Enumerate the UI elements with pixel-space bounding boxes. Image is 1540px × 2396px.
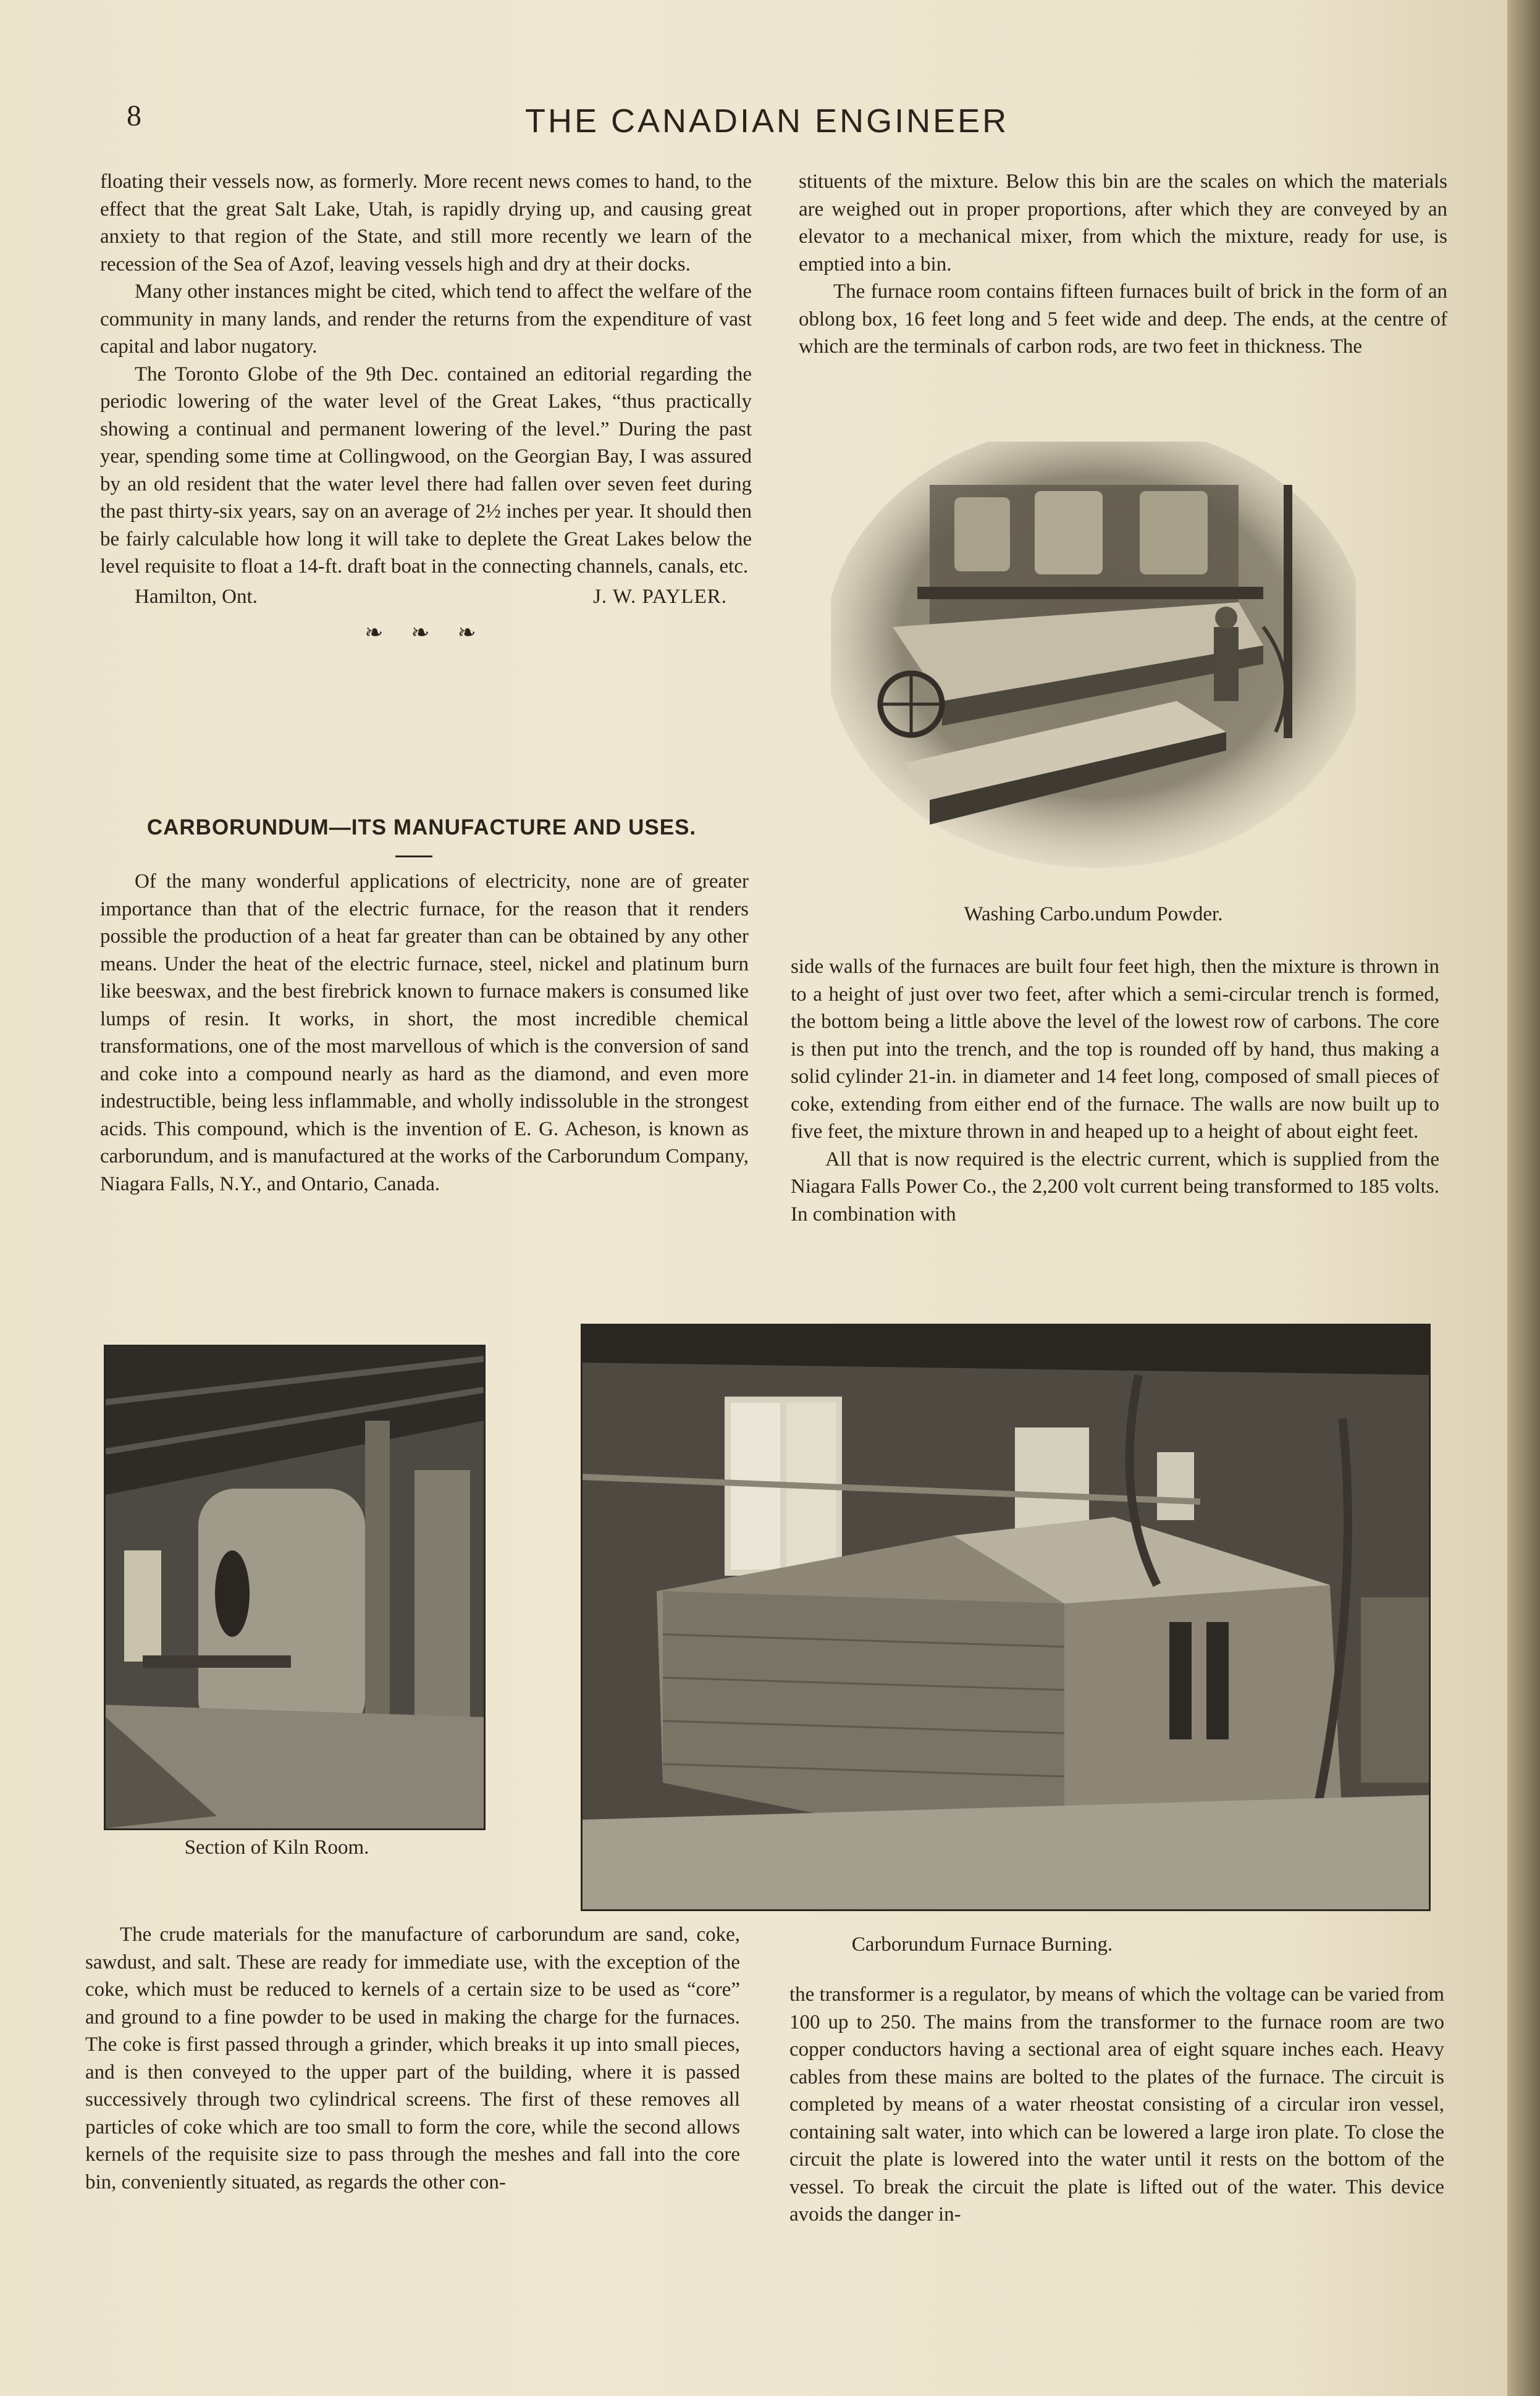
article-column-right-top (799, 168, 1447, 361)
kiln-room-caption: Section of Kiln Room. (184, 1836, 369, 1859)
washing-caption: Washing Carbo.undum Powder. (964, 903, 1223, 925)
binding-edge (1507, 0, 1540, 2396)
article-paragraph: Of the many wonderful applications of electricity, none are of greater importance than that of the electric furnace, for the reason that it renders possible the production of a heat far greater than can be obtained by any other means. Under the heat of the electric furnace, steel, nickel and platinum burn like beeswax, and the best firebrick known to furnace makers is consumed like lumps of resin. It works, in short, the most incredible chemical transformations, one of the most marvellous of which is the conversion of sand and coke into a compound nearly as hard as the diamond, and even more indestructible, being less inflammable, and wholly indissoluble in the strongest acids. This compound, which is the invention of E. G. Acheson, is known as carborundum, and is manufactured at the works of the Carborundum Company, Niagara Falls, N.Y., and Ontario, Canada. (100, 870, 749, 1195)
article-column-left-bottom (85, 1921, 740, 2196)
article-title: CARBORUNDUM—ITS MANUFACTURE AND USES. (146, 815, 697, 839)
letter-paragraph: floating their vessels now, as formerly. More recent news comes to hand, to the effect that the great Salt Lake, Utah, is rapidly drying up, and causing great anxiety to that region of the State, and still more recently we learn of the recession of the Sea of Azof, leaving vessels high and dry at their docks. (100, 170, 752, 275)
letter-place: Hamilton, Ont. (135, 585, 258, 608)
letter-column (100, 168, 752, 653)
article-paragraph: stituents of the mixture. Below this bin are the scales on which the materials are weighed out in proper proportions, after which they are conveyed by an elevator to a mechanical mixer, from which the mixture, ready for use, is emptied into a bin. (799, 170, 1447, 275)
furnace-image (583, 1326, 1429, 1909)
washing-photo (831, 442, 1356, 874)
letter-author: J. W. PAYLER. (593, 585, 727, 608)
kiln-room-image (106, 1347, 484, 1828)
article-paragraph: The furnace room contains fifteen furnaces built of brick in the form of an oblong box, 16 feet long and 5 feet wide and deep. The ends, at the centre of which are the terminals of carbon rods, are two feet in thickness. The (799, 280, 1447, 358)
article-paragraph: the transformer is a regulator, by means of which the voltage can be varied from 100 up to 250. The mains from the transformer to the furnace room are two copper conductors having a sectional area of eight square inches each. Heavy cables from these mains are bolted to the plates of the furnace. The circuit is completed by means of a water rheostat consisting of a circular iron vessel, containing salt water, into which can be lowered a large iron plate. To close the circuit the plate is lowered into the water until it rests on the bottom of the vessel. To break the circuit the plate is lifted out of the water. This device avoids the danger in- (789, 1983, 1444, 2226)
section-ornament: ❧ ❧ ❧ (364, 620, 487, 645)
title-rule (395, 855, 432, 857)
furnace-photo (581, 1324, 1431, 1911)
article-paragraph: All that is now required is the electric current, which is supplied from the Niagara Falls Power Co., the 2,200 volt current being transformed to 185 volts. In combination with (791, 1148, 1439, 1225)
kiln-room-photo (104, 1345, 486, 1830)
page-number: 8 (127, 99, 141, 132)
article-paragraph: side walls of the furnaces are built four feet high, then the mixture is thrown in to a height of just over two feet, after which a semi-circular trench is formed, the bottom being a little above the level of the lowest row of carbons. The core is then put into the trench, and the top is rounded off by hand, thus making a solid cylinder 21-in. in diameter and 14 feet long, composed of small pieces of coke, extending from either end of the furnace. The walls are now built up to five feet, the mixture thrown in and heaped up to a height of about eight feet. (791, 956, 1439, 1143)
article-column-right-middle (791, 953, 1439, 1228)
letter-paragraph: Many other instances might be cited, which tend to affect the welfare of the community in many lands, and render the returns from the expenditure of vast capital and labor nugatory. (100, 280, 752, 358)
letter-signature (100, 583, 752, 611)
letter-paragraph: The Toronto Globe of the 9th Dec. contained an editorial regarding the periodic lowering of the water level of the Great Lakes, “thus practically showing a continual and permanent lowering of the level.” During the past year, spending some time at Collingwood, on the Georgian Bay, I was assured by an old resident that the water level there had fallen over seven feet during the past thirty-six years, say on an average of 2½ inches per year. It should then be fairly calculable how long it will take to deplete the Great Lakes below the level requisite to float a 14-ft. draft boat in the connecting channels, canals, etc. (100, 363, 752, 578)
article-paragraph: The crude materials for the manufacture of carborundum are sand, coke, sawdust, and salt. These are ready for immediate use, with the exception of the coke, which must be reduced to kernels of a certain size to be used as “core” and ground to a fine powder to be used in making the charge for the furnaces. The coke is first passed through a grinder, which breaks it up into small pieces, and is then conveyed to the upper part of the building, where it is passed successively through two cylindrical screens. The first of these removes all particles of coke which are too small to form the core, while the second allows kernels of the requisite size to pass through the meshes and fall into the core bin, conveniently situated, as regards the other con- (85, 1923, 740, 2193)
furnace-caption: Carborundum Furnace Burning. (851, 1933, 1113, 1956)
washing-illustration (831, 442, 1356, 874)
article-column-left-top (100, 868, 749, 1198)
journal-title: THE CANADIAN ENGINEER (525, 103, 1009, 140)
article-column-right-bottom (789, 1981, 1444, 2229)
